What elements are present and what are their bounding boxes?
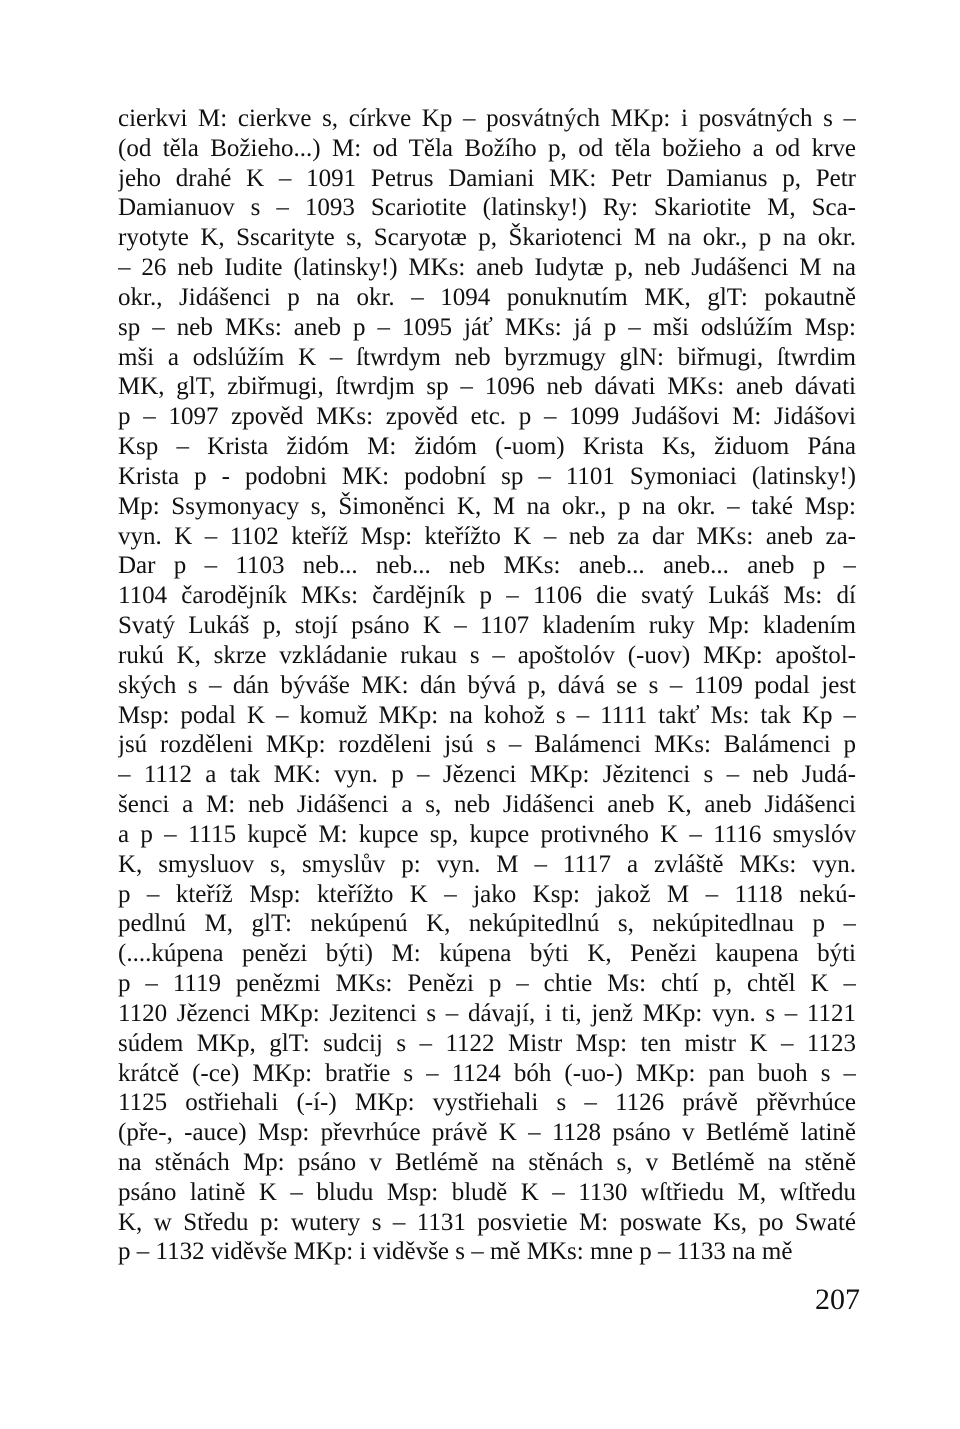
- text-line: sp – neb MKs: aneb p – 1095 jáť MKs: já p – mši odslúžím Msp:: [118, 313, 856, 341]
- text-line: p – 1097 zpověd MKs: zpověd etc. p – 1099 Judášovi M: Jidášovi: [118, 403, 856, 431]
- text-line: Damianuov s – 1093 Scariotite (latinsky!) Ry: Skariotite M, Sca-: [118, 194, 856, 222]
- text-line: cierkvi M: cierkve s, církve Kp – posvátných MKp: i posvátných s –: [118, 105, 856, 132]
- text-line: jeho drahé K – 1091 Petrus Damiani MK: Petr Damianus p, Petr: [118, 164, 856, 192]
- text-line: na stěnách Mp: psáno v Betlémě na stěnách s, v Betlémě na stěně: [118, 1148, 856, 1176]
- text-line: psáno latině K – bludu Msp: bludě K – 1130 wſtřiedu M, wſtředu: [118, 1178, 856, 1206]
- text-line: a p – 1115 kupcě M: kupce sp, kupce protivného K – 1116 smyslóv: [118, 820, 856, 848]
- text-line: K, w Středu p: wutery s – 1131 posvietie M: poswate Ks, po Swaté: [118, 1208, 856, 1236]
- text-line: 1104 čarodějník MKs: čardějník p – 1106 die svatý Lukáš Ms: dí: [118, 582, 856, 610]
- text-line: ských s – dán býváše MK: dán bývá p, dává se s – 1109 podal jest: [118, 671, 856, 699]
- text-line: (od těla Božieho...) M: od Těla Božího p, od těla božieho a od krve: [118, 134, 856, 162]
- text-line: Dar p – 1103 neb... neb... neb MKs: aneb... aneb... aneb p –: [118, 552, 856, 580]
- text-line: p – 1132 viděvše MKp: i viděvše s – mě MKs: mne p – 1133 na mě: [118, 1238, 793, 1266]
- text-line: – 26 neb Iudite (latinsky!) MKs: aneb Iudytæ p, neb Judášenci M na: [118, 254, 856, 282]
- text-line: p – kteříž Msp: kteřížto K – jako Ksp: jakož M – 1118 nekú-: [118, 880, 856, 908]
- text-line: jsú rozděleni MKp: rozděleni jsú s – Balámenci MKs: Balámenci p: [118, 731, 856, 759]
- page-text: [118, 104, 856, 1267]
- text-line: vyn. K – 1102 kteříž Msp: kteřížto K – neb za dar MKs: aneb za-: [118, 522, 856, 550]
- text-line: 1125 ostřiehali (-í-) MKp: vystřiehali s – 1126 právě přěvrhúce: [118, 1089, 856, 1117]
- text-line: šenci a M: neb Jidášenci a s, neb Jidášenci aneb K, aneb Jidášenci: [118, 791, 856, 819]
- text-line: MK, glT, zbiřmugi, ſtwrdjm sp – 1096 neb dávati MKs: aneb dávati: [118, 373, 856, 401]
- text-line: Mp: Ssymonyacy s, Šimoněnci K, M na okr., p na okr. – také Msp:: [118, 492, 856, 520]
- text-line: Svatý Lukáš p, stojí psáno K – 1107 kladením ruky Mp: kladením: [118, 612, 856, 640]
- text-line: (....kúpena penězi býti) M: kúpena býti K, Penězi kaupena býti: [118, 940, 856, 968]
- text-line: (pře-, -auce) Msp: převrhúce právě K – 1128 psáno v Betlémě latině: [118, 1119, 856, 1147]
- text-line: mši a odslúžím K – ſtwrdym neb byrzmugy glN: biřmugi, ſtwrdim: [118, 343, 856, 371]
- text-line: Ksp – Krista židóm M: židóm (-uom) Krista Ks, židuom Pána: [118, 433, 856, 461]
- text-line: Msp: podal K – komuž MKp: na kohož s – 1111 takť Ms: tak Kp –: [118, 701, 856, 729]
- text-line: Krista p - podobni MK: podobní sp – 1101 Symoniaci (latinsky!): [118, 462, 856, 490]
- page-number: 207: [815, 1283, 860, 1316]
- text-line: – 1112 a tak MK: vyn. p – Jězenci MKp: Jězitenci s – neb Judá-: [118, 761, 856, 789]
- text-line: ryotyte K, Sscarityte s, Scaryotæ p, Škariotenci M na okr., p na okr.: [118, 224, 856, 252]
- text-line: 1120 Jězenci MKp: Jezitenci s – dávají, i ti, jenž MKp: vyn. s – 1121: [118, 999, 856, 1027]
- text-line: p – 1119 penězmi MKs: Penězi p – chtie Ms: chtí p, chtěl K –: [118, 970, 856, 998]
- text-line: rukú K, skrze vzkládanie rukau s – apoštolóv (-uov) MKp: apoštol-: [118, 641, 856, 669]
- text-line: krátcě (-ce) MKp: bratřie s – 1124 bóh (-uo-) MKp: pan buoh s –: [118, 1059, 856, 1087]
- text-line: súdem MKp, glT: sudcij s – 1122 Mistr Msp: ten mistr K – 1123: [118, 1029, 856, 1057]
- text-line: pedlnú M, glT: nekúpenú K, nekúpitedlnú s, nekúpitedlnau p –: [118, 910, 856, 938]
- text-line: okr., Jidášenci p na okr. – 1094 ponuknutím MK, glT: pokautně: [118, 283, 856, 311]
- text-line: K, smysluov s, smyslův p: vyn. M – 1117 a zvláště MKs: vyn.: [118, 850, 856, 878]
